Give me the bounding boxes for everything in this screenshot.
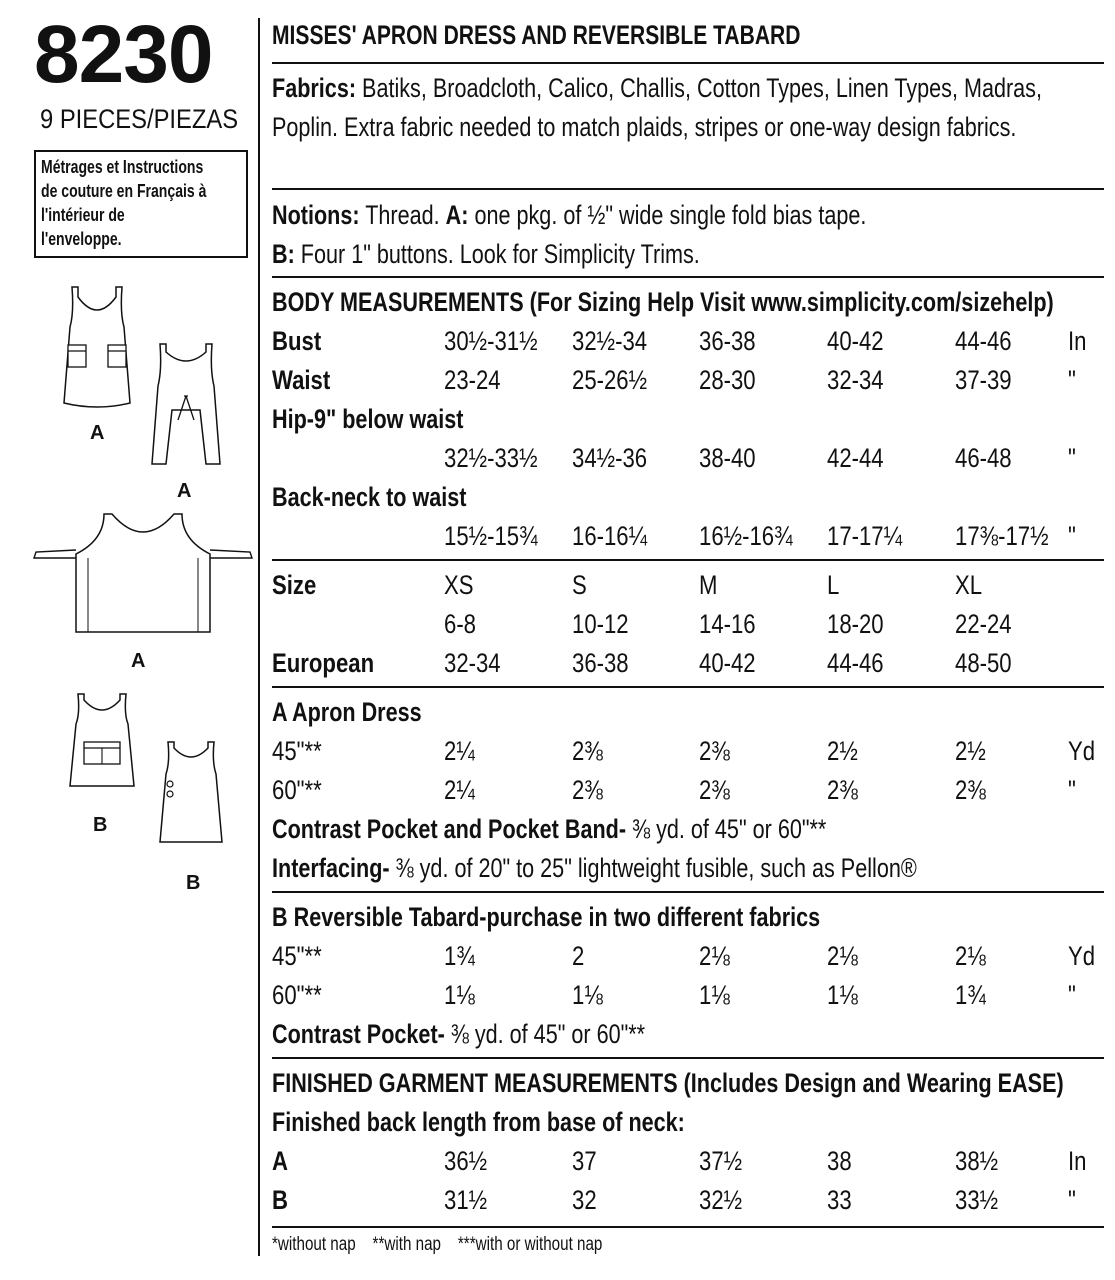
fabrics-list: Batiks, Broadcloth, Calico, Challis, Cotton Types, Linen Types, Madras, Poplin. Extra fabric needed to match plaids, stripes or one-way design fabrics. — [272, 73, 1042, 142]
cell: 38 — [827, 1146, 852, 1176]
cell: S — [572, 570, 587, 600]
unit: " — [1068, 443, 1076, 473]
footnote: *without nap **with nap ***with or without nap — [272, 1234, 603, 1255]
cell: 23-24 — [444, 365, 501, 395]
cell: 2¼ — [444, 736, 475, 766]
view-a-back-drawing — [148, 340, 224, 470]
cell: 17⅜-17½ — [955, 521, 1049, 551]
notions-line-2 — [272, 235, 1104, 274]
table-row — [272, 1142, 1104, 1180]
table-row — [272, 566, 1104, 604]
row-label: 60"** — [272, 980, 322, 1010]
view-b-heading: B Reversible Tabard-purchase in two different fabrics — [272, 902, 821, 932]
cell: 32½ — [699, 1185, 743, 1215]
pieces-count: 9 PIECES/PIEZAS — [40, 104, 239, 134]
column-divider — [258, 18, 260, 1256]
unit: " — [1068, 1185, 1076, 1215]
cell: 2½ — [827, 736, 858, 766]
french-instructions-note — [34, 150, 248, 258]
cell: 1⅛ — [444, 980, 475, 1010]
contrast-label: Contrast Pocket and Pocket Band- — [272, 814, 627, 844]
cell: 44-46 — [955, 326, 1012, 356]
cell: L — [827, 570, 840, 600]
cell: 36-38 — [572, 648, 629, 678]
cell: 36-38 — [699, 326, 756, 356]
table-row — [272, 605, 1104, 643]
cell: 44-46 — [827, 648, 884, 678]
unit: " — [1068, 775, 1076, 805]
cell: 15½-15¾ — [444, 521, 538, 551]
notions-section — [272, 196, 1104, 273]
cell: 38½ — [955, 1146, 999, 1176]
cell: 17-17¼ — [827, 521, 903, 551]
view-label: A — [131, 650, 146, 672]
cell: 38-40 — [699, 443, 756, 473]
body-measurements-heading: BODY MEASUREMENTS (For Sizing Help Visit www.simplicity.com/sizehelp) — [272, 287, 1054, 317]
row-label: A — [272, 1146, 288, 1176]
cell: 33 — [827, 1185, 852, 1215]
view-a-front-drawing — [62, 283, 132, 413]
finished-heading: FINISHED GARMENT MEASUREMENTS (Includes Design and Wearing EASE) — [272, 1068, 1064, 1098]
cell: 2½ — [955, 736, 986, 766]
cell: 16½-16¾ — [699, 521, 793, 551]
fabrics-label: Fabrics: — [272, 73, 357, 103]
notions-a-label: A: — [445, 200, 469, 230]
cell: 32½-34 — [572, 326, 648, 356]
row-label: B — [272, 1185, 288, 1215]
cell: 18-20 — [827, 609, 884, 639]
cell: 2⅛ — [955, 941, 986, 971]
view-label: B — [186, 872, 201, 894]
notions-line-1 — [272, 196, 1104, 235]
cell: 2⅛ — [699, 941, 730, 971]
cell: 2⅜ — [827, 775, 858, 805]
view-label: B — [93, 814, 108, 836]
french-note-line: l'enveloppe. — [41, 229, 122, 249]
cell: 2⅜ — [955, 775, 986, 805]
cell: 33½ — [955, 1185, 999, 1215]
french-note-line: Métrages et Instructions — [41, 157, 204, 177]
divider — [272, 276, 1104, 278]
table-row — [272, 361, 1104, 399]
notions-a-text: one pkg. of ½" wide single fold bias tape. — [468, 200, 867, 230]
row-label: Size — [272, 570, 317, 600]
interfacing-text: ⅜ yd. of 20" to 25" lightweight fusible, such as Pellon® — [389, 853, 917, 883]
table-row — [272, 322, 1104, 360]
cell: XS — [444, 570, 474, 600]
view-a-flat-drawing — [32, 510, 254, 640]
table-row — [272, 732, 1104, 770]
contrast-label: Contrast Pocket- — [272, 1019, 445, 1049]
notions-b-text: Four 1" buttons. Look for Simplicity Trims. — [294, 238, 700, 269]
contrast-text: ⅜ yd. of 45" or 60"** — [444, 1019, 646, 1049]
cell: 2⅜ — [699, 736, 730, 766]
divider — [272, 188, 1104, 190]
view-a-heading: A Apron Dress — [272, 697, 422, 727]
cell: 25-26½ — [572, 365, 648, 395]
table-row — [272, 937, 1104, 975]
cell: 30½-31½ — [444, 326, 538, 356]
cell: 40-42 — [699, 648, 756, 678]
cell: 34½-36 — [572, 443, 648, 473]
row-label: European — [272, 648, 375, 678]
interfacing-label: Interfacing- — [272, 853, 390, 883]
table-row — [272, 517, 1104, 555]
cell: 2⅜ — [572, 775, 603, 805]
row-label: 45"** — [272, 736, 322, 766]
cell: 14-16 — [699, 609, 756, 639]
view-b-back-drawing — [156, 738, 226, 848]
row-label: 60"** — [272, 775, 322, 805]
fabrics-section — [272, 69, 1104, 146]
hip-label: Hip-9" below waist — [272, 404, 464, 434]
row-label: 45"** — [272, 941, 322, 971]
cell: 1¾ — [955, 980, 986, 1010]
unit: " — [1068, 365, 1076, 395]
cell: 31½ — [444, 1185, 488, 1215]
cell: 48-50 — [955, 648, 1012, 678]
pattern-title: MISSES' APRON DRESS AND REVERSIBLE TABARD — [272, 20, 801, 50]
cell: 10-12 — [572, 609, 629, 639]
divider — [272, 686, 1104, 688]
cell: 1¾ — [444, 941, 475, 971]
cell: 32 — [572, 1185, 597, 1215]
cell: 1⅛ — [699, 980, 730, 1010]
cell: 22-24 — [955, 609, 1012, 639]
notions-thread: Thread. — [359, 200, 446, 230]
cell: 40-42 — [827, 326, 884, 356]
view-label: A — [177, 480, 192, 502]
cell: M — [699, 570, 718, 600]
row-label: Waist — [272, 365, 331, 395]
divider — [272, 559, 1104, 561]
cell: 32-34 — [444, 648, 501, 678]
cell: 16-16¼ — [572, 521, 648, 551]
divider — [272, 62, 1104, 64]
cell: 37 — [572, 1146, 597, 1176]
cell: XL — [955, 570, 983, 600]
fabrics-text — [272, 69, 1104, 146]
table-row — [272, 771, 1104, 809]
table-row — [272, 439, 1104, 477]
cell: 1⅛ — [827, 980, 858, 1010]
view-label: A — [90, 422, 105, 444]
left-column — [0, 0, 258, 1280]
pattern-number: 8230 — [34, 9, 213, 100]
divider — [272, 1226, 1104, 1228]
unit: " — [1068, 980, 1076, 1010]
french-note-line: de couture en Français à — [41, 181, 207, 201]
row-label: Bust — [272, 326, 322, 356]
cell: 2⅜ — [572, 736, 603, 766]
french-note-line: l'intérieur de — [41, 205, 125, 225]
table-row — [272, 1181, 1104, 1219]
cell: 1⅛ — [572, 980, 603, 1010]
unit: In — [1068, 1146, 1087, 1176]
cell: 2⅛ — [827, 941, 858, 971]
divider — [272, 1057, 1104, 1059]
backneck-label: Back-neck to waist — [272, 482, 467, 512]
cell: 37½ — [699, 1146, 743, 1176]
unit: Yd — [1068, 941, 1096, 971]
notions-b-label: B: — [272, 238, 295, 269]
cell: 2 — [572, 941, 585, 971]
divider — [272, 891, 1104, 893]
unit: Yd — [1068, 736, 1096, 766]
cell: 32½-33½ — [444, 443, 538, 473]
finished-subheading: Finished back length from base of neck: — [272, 1107, 685, 1137]
unit: In — [1068, 326, 1087, 356]
view-b-contrast-note — [272, 1015, 645, 1053]
view-a-interfacing-note — [272, 849, 917, 887]
cell: 42-44 — [827, 443, 884, 473]
cell: 46-48 — [955, 443, 1012, 473]
unit: " — [1068, 521, 1076, 551]
view-b-front-drawing — [66, 690, 138, 792]
table-row — [272, 644, 1104, 682]
view-a-contrast-note — [272, 810, 826, 848]
cell: 32-34 — [827, 365, 884, 395]
cell: 36½ — [444, 1146, 488, 1176]
cell: 37-39 — [955, 365, 1012, 395]
notions-label: Notions: — [272, 200, 360, 230]
table-row — [272, 976, 1104, 1014]
cell: 6-8 — [444, 609, 477, 639]
cell: 2⅜ — [699, 775, 730, 805]
contrast-text: ⅜ yd. of 45" or 60"** — [626, 814, 827, 844]
cell: 2¼ — [444, 775, 475, 805]
cell: 28-30 — [699, 365, 756, 395]
